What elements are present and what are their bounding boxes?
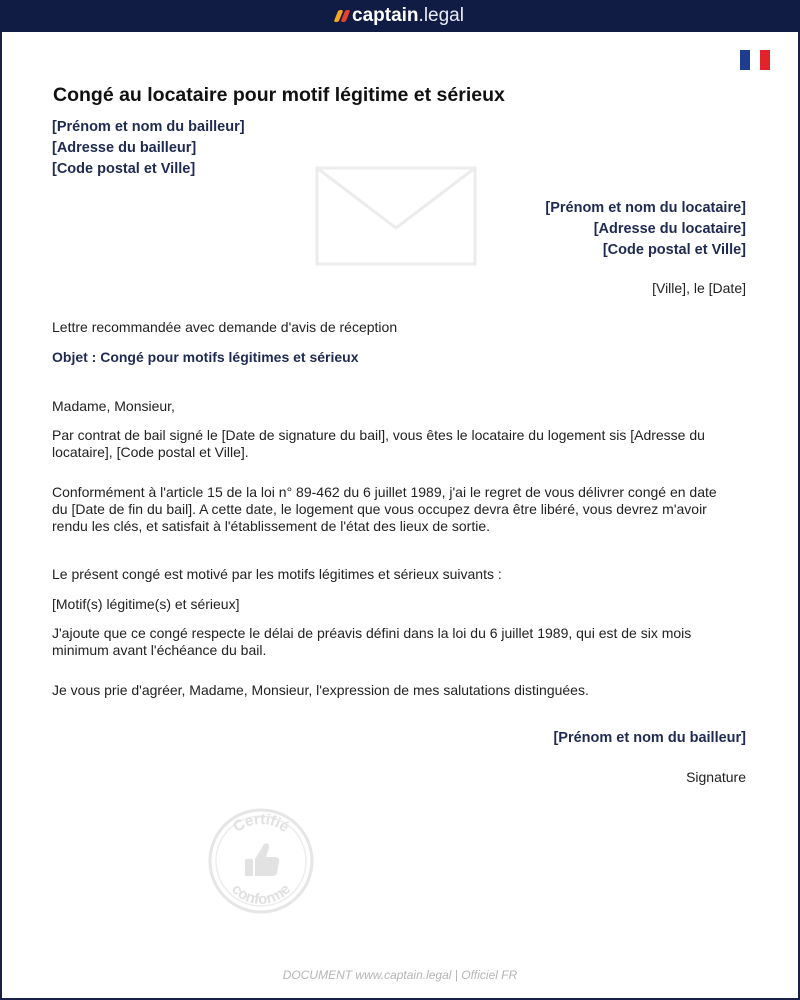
- place-date: [Ville], le [Date]: [652, 280, 746, 296]
- france-flag-icon[interactable]: [740, 50, 770, 70]
- letter-object: Objet : Congé pour motifs légitimes et sérieux: [52, 349, 359, 365]
- logo-mark-icon: [334, 10, 351, 22]
- salutation: Madame, Monsieur,: [52, 398, 175, 414]
- recipient-address-block: [545, 198, 746, 261]
- letter-page: [2, 32, 798, 998]
- paragraph-motives-intro: Le présent congé est motivé par les motifs légitimes et sérieux suivants :: [52, 566, 502, 582]
- recipient-city: [Code postal et Ville]: [602, 242, 746, 258]
- closing-landlord-name: [Prénom et nom du bailleur]: [553, 730, 746, 746]
- paragraph-lease: Par contrat de bail signé le [Date de signature du bail], vous êtes le locataire du logement sis [Adresse du locataire], [Code postal et Ville].: [52, 427, 705, 460]
- footer-credit: DOCUMENT www.captain.legal | Officiel FR: [282, 968, 518, 982]
- sender-name: [Prénom et nom du bailleur]: [52, 119, 245, 135]
- recipient-address: [Adresse du locataire]: [593, 221, 746, 237]
- envelope-watermark-icon: [315, 166, 477, 266]
- sender-city: [Code postal et Ville]: [52, 161, 196, 177]
- seal-bottom-text: conforme: [228, 880, 294, 909]
- thumbs-up-icon: [245, 843, 279, 876]
- document-title: Congé au locataire pour motif légitime et sérieux: [53, 84, 505, 106]
- sender-address: [Adresse du bailleur]: [52, 140, 197, 156]
- certified-seal-watermark: [207, 807, 315, 915]
- paragraph-notice-period: J'ajoute que ce congé respecte le délai de préavis défini dans la loi du 6 juillet 1989, qui est de six mois minimum avant l'échéance du bail.: [52, 625, 692, 658]
- paragraph-closing: Je vous prie d'agréer, Madame, Monsieur, l'expression de mes salutations distinguées.: [52, 682, 589, 698]
- signature-label: Signature: [686, 769, 746, 785]
- seal-top-text: Certifié: [230, 810, 293, 836]
- delivery-mode: Lettre recommandée avec demande d'avis de réception: [52, 319, 398, 335]
- captain-legal-logo[interactable]: [336, 5, 464, 27]
- top-bar: [0, 0, 800, 32]
- recipient-name: [Prénom et nom du locataire]: [545, 200, 746, 216]
- logo-name: captain: [352, 5, 419, 26]
- logo-suffix: .legal: [418, 5, 464, 26]
- paragraph-notice: Conformément à l'article 15 de la loi n° 89-462 du 6 juillet 1989, j'ai le regret de vous délivrer congé en date du [Date de fin du bail]. A cette date, le logement que vous occupez devra être libéré, vous devrez m'avoir rendu les clés, et satisfait à l'établissement de l'état des lieux de sortie.: [52, 484, 717, 534]
- sender-address-block: [52, 117, 245, 180]
- paragraph-motives: [Motif(s) légitime(s) et sérieux]: [52, 596, 240, 612]
